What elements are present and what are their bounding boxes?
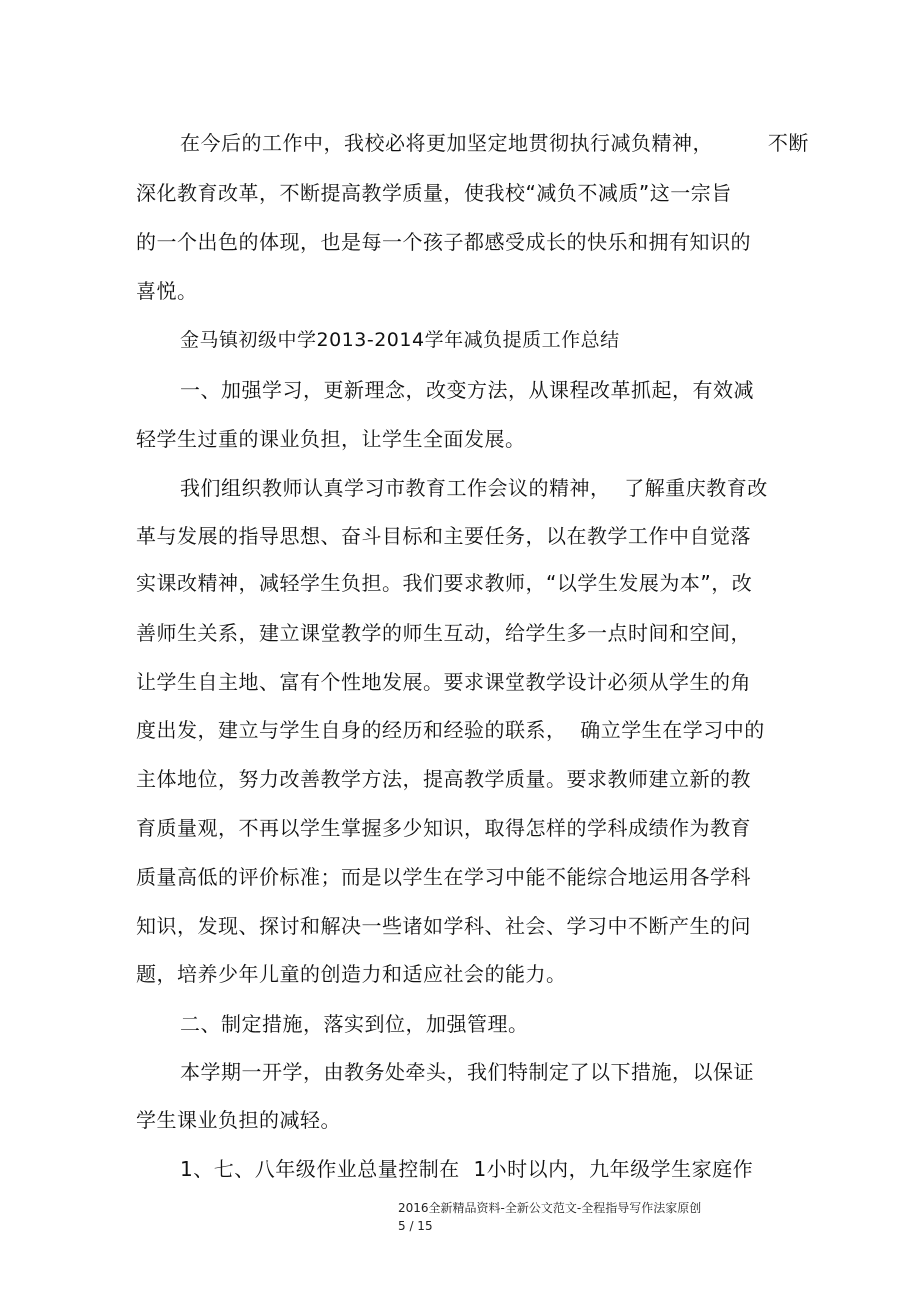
- paragraph-line: 主体地位，努力改善教学方法，提高教学质量。要求教师建立新的教: [136, 767, 751, 791]
- list-item: 1、七、八年级作业总量控制在 1小时以内，九年级学生家庭作: [180, 1157, 754, 1181]
- paragraph-line: 实课改精神，减轻学生负担。我们要求教师，“以学生发展为本”，改: [136, 571, 753, 595]
- paragraph-line: 质量高低的评价标准；而是以学生在学习中能不能综合地运用各学科: [136, 865, 751, 889]
- section-heading: 二、制定措施，落实到位，加强管理。: [180, 1012, 529, 1036]
- section-heading: 一、加强学习，更新理念，改变方法，从课程改革抓起，有效减: [180, 378, 754, 402]
- footer-source: 2016全新精品资料-全新公文范文-全程指导写作法家原创: [398, 1201, 702, 1215]
- paragraph-line: 让学生自主地、富有个性地发展。要求课堂教学设计必须从学生的角: [136, 670, 751, 694]
- paragraph-line: 在今后的工作中，我校必将更加坚定地贯彻执行减负精神， 不断: [180, 131, 809, 155]
- paragraph-line: 革与发展的指导思想、奋斗目标和主要任务，以在教学工作中自觉落: [136, 524, 751, 548]
- paragraph-line: 题，培养少年儿童的创造力和适应社会的能力。: [136, 962, 567, 986]
- paragraph-line: 喜悦。: [136, 279, 198, 303]
- paragraph-line: 的一个出色的体现，也是每一个孩子都感受成长的快乐和拥有知识的: [136, 230, 751, 254]
- paragraph-line: 本学期一开学，由教务处牵头，我们特制定了以下措施，以保证: [180, 1060, 754, 1084]
- page-number: 5 / 15: [398, 1219, 433, 1233]
- paragraph-line: 度出发，建立与学生自身的经历和经验的联系， 确立学生在学习中的: [136, 718, 765, 742]
- section-heading: 轻学生过重的课业负担，让学生全面发展。: [136, 427, 526, 451]
- paragraph-line: 知识，发现、探讨和解决一些诸如学科、社会、学习中不断产生的问: [136, 914, 751, 938]
- paragraph-line: 深化教育改革，不断提高教学质量，使我校“减负不减质”这一宗旨: [136, 181, 732, 205]
- paragraph-line: 善师生关系，建立课堂教学的师生互动，给学生多一点时间和空间，: [136, 621, 751, 645]
- document-title: 金马镇初级中学2013-2014学年减负提质工作总结: [180, 329, 620, 351]
- paragraph-line: 育质量观，不再以学生掌握多少知识，取得怎样的学科成绩作为教育: [136, 816, 751, 840]
- paragraph-line: 学生课业负担的减轻。: [136, 1108, 341, 1132]
- paragraph-line: 我们组织教师认真学习市教育工作会议的精神， 了解重庆教育改: [180, 476, 768, 500]
